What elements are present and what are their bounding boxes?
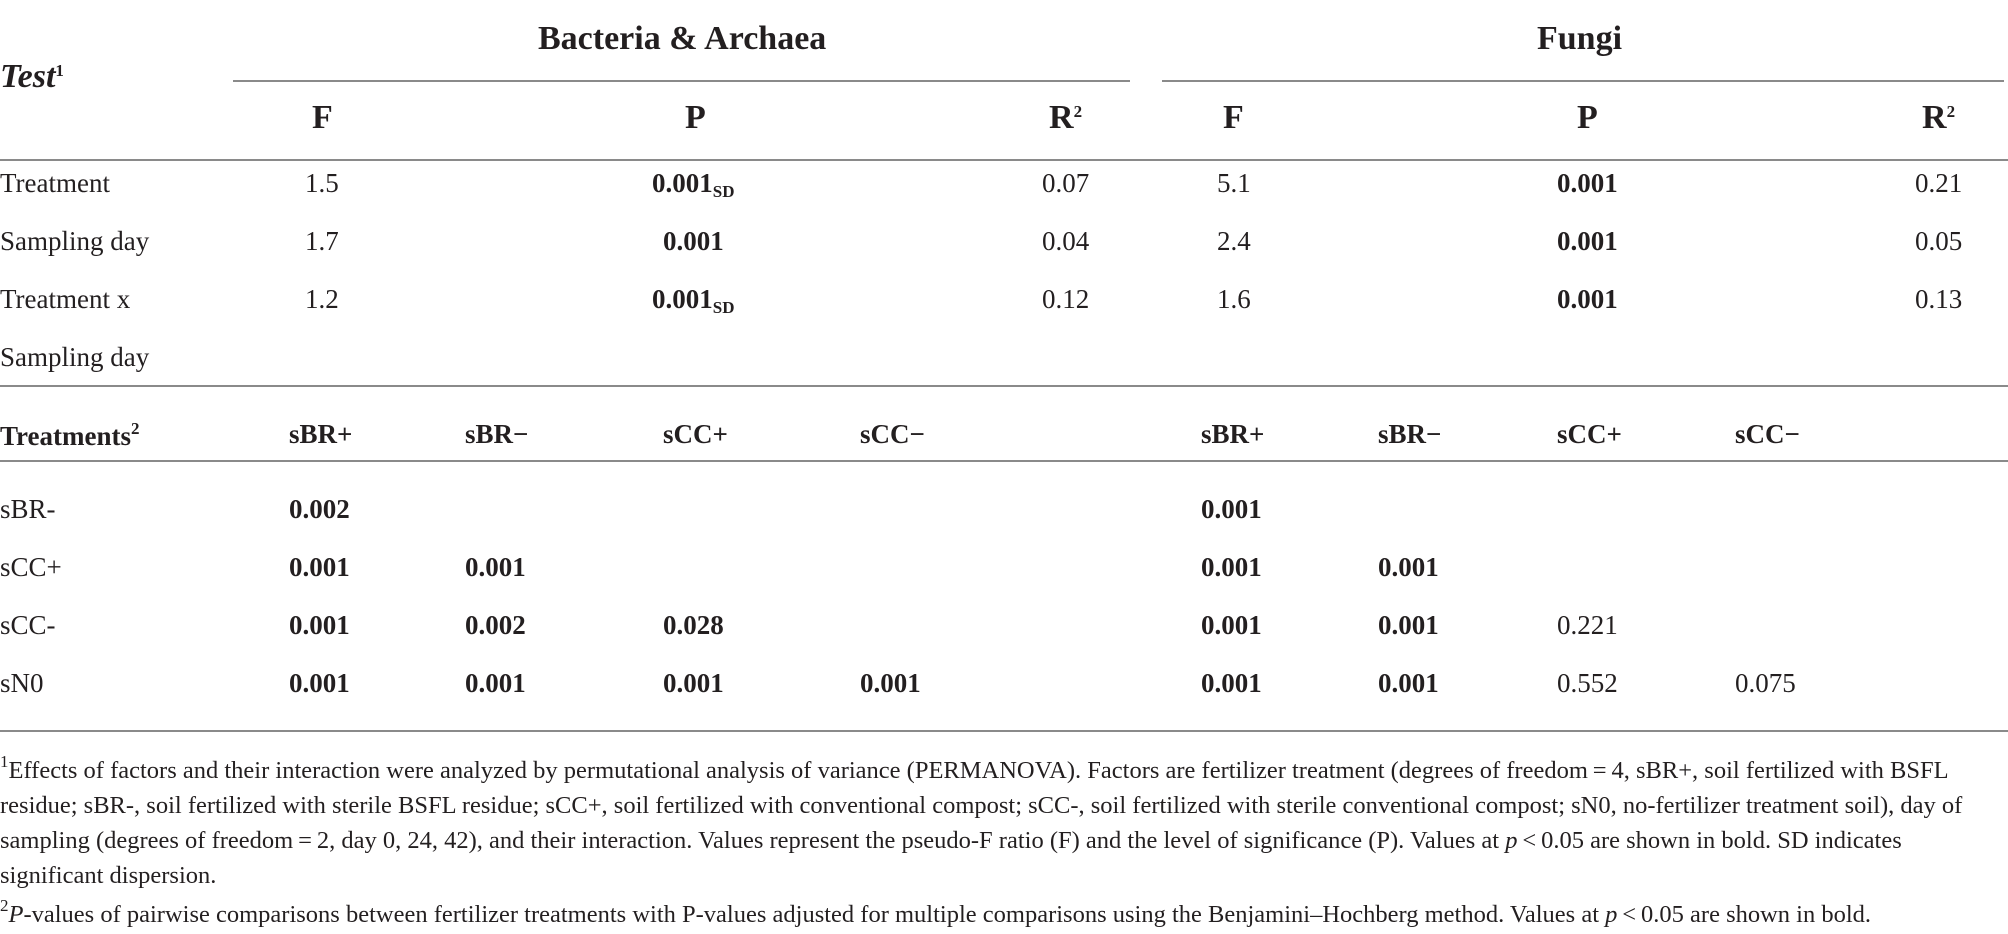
footnote-1: [0, 744, 2004, 893]
fungi-f-value: 2.4: [1217, 226, 1251, 256]
bacteria-r2-value: 0.12: [1042, 284, 1090, 314]
group-underline-bacteria: [233, 80, 1130, 82]
sd-marker: SD: [712, 182, 735, 201]
table-bottom-rule: [0, 730, 2008, 732]
pairwise-header-rule: [0, 460, 2008, 462]
test-label-text: Test: [0, 58, 56, 95]
pairwise-bacteria-value: 0.001: [465, 668, 526, 698]
footnote-1-text: Effects of factors and their interaction were analyzed by permutational analysis of variance (PERMANOVA). Factors are fertilizer treatment (degrees of freedom = 4, sBR+, soil fertilized with BSFL residue; sBR-, soil fertilized with sterile BSFL residue; sCC+, soil fertilized with conventional compost; sCC-, soil fertilized with sterile conventional compost; sN0, no-fertilizer treatment soil), day of sampling (degrees of freedom = 2, day 0, 24, 42), and their interaction. Values represent the pseudo-F ratio (F) and the level of significance (P). Values at: [0, 757, 1963, 854]
pairwise-fungi-value: 0.552: [1557, 668, 1618, 698]
pairwise-bacteria-value: 0.028: [663, 610, 724, 640]
col-bacteria-f: F: [312, 99, 333, 136]
test-label-sup: 1: [55, 61, 64, 80]
footnote-2: [0, 888, 2004, 932]
pairwise-fungi-value: 0.001: [1378, 552, 1439, 582]
pairwise-col-fungi-scc-minus: sCC−: [1735, 419, 1800, 449]
fungi-f-value: 1.6: [1217, 284, 1251, 314]
pairwise-fungi-value: 0.001: [1201, 668, 1262, 698]
col-fungi-f: F: [1223, 99, 1244, 136]
bacteria-r2-value: 0.07: [1042, 168, 1090, 198]
pairwise-col-fungi-sbr-plus: sBR+: [1201, 419, 1265, 449]
treatments-header-text: Treatments: [0, 421, 131, 451]
pairwise-row-label: sCC-: [0, 610, 56, 640]
col-fungi-r2-base: R: [1922, 99, 1947, 136]
pairwise-bacteria-value: 0.001: [289, 668, 350, 698]
fungi-p-value: 0.001: [1557, 226, 1618, 256]
col-bacteria-p: P: [685, 99, 706, 136]
fungi-r2-value: 0.21: [1915, 168, 1963, 198]
footnote-2-p: p: [1605, 901, 1618, 928]
pairwise-col-bacteria-sbr-plus: sBR+: [289, 419, 353, 449]
pairwise-row-label: sCC+: [0, 552, 62, 582]
footnote-2-text: -values of pairwise comparisons between fertilizer treatments with P-values adjusted for multiple comparisons using the Benjamini–Hochberg method. Values at: [23, 901, 1606, 928]
pairwise-bacteria-value: 0.001: [663, 668, 724, 698]
pairwise-col-bacteria-scc-minus: sCC−: [860, 419, 925, 449]
pairwise-fungi-value: 0.001: [1201, 610, 1262, 640]
col-fungi-r2-sup: 2: [1946, 102, 1956, 121]
bacteria-p-value: [652, 284, 734, 318]
pairwise-fungi-value: 0.001: [1378, 610, 1439, 640]
pairwise-fungi-value: 0.221: [1557, 610, 1618, 640]
bacteria-f-value: 1.2: [305, 284, 339, 314]
p-value-text: 0.001: [652, 168, 713, 198]
treatments-header: [0, 419, 139, 452]
group-header-bacteria: Bacteria & Archaea: [538, 20, 827, 57]
col-fungi-r2: [1922, 99, 1955, 137]
fungi-r2-value: 0.13: [1915, 284, 1963, 314]
table-row-label: Treatment: [0, 168, 110, 198]
footnote-2-tail: < 0.05 are shown in bold.: [1617, 901, 1872, 928]
pairwise-bacteria-value: 0.002: [289, 494, 350, 524]
footnote-1-marker: 1: [0, 752, 9, 771]
fungi-p-value: 0.001: [1557, 284, 1618, 314]
group-header-fungi: Fungi: [1537, 20, 1623, 57]
col-bacteria-r2: [1049, 99, 1082, 137]
footnote-1-p: p: [1505, 827, 1518, 854]
bacteria-f-value: 1.7: [305, 226, 339, 256]
pairwise-row-label: sBR-: [0, 494, 56, 524]
pairwise-col-bacteria-scc-plus: sCC+: [663, 419, 728, 449]
treatments-header-sup: 2: [130, 419, 140, 438]
col-bacteria-r2-base: R: [1049, 99, 1074, 136]
sd-marker: SD: [712, 298, 735, 317]
fungi-f-value: 5.1: [1217, 168, 1251, 198]
test-column-label: [0, 58, 64, 96]
pairwise-fungi-value: 0.075: [1735, 668, 1796, 698]
col-bacteria-r2-sup: 2: [1073, 102, 1083, 121]
pairwise-bacteria-value: 0.001: [289, 552, 350, 582]
table-row-label-continued: Sampling day: [0, 342, 150, 372]
table-row-label: Sampling day: [0, 226, 150, 256]
col-fungi-p: P: [1577, 99, 1598, 136]
table-row-label: Treatment x: [0, 284, 131, 314]
pairwise-bacteria-value: 0.002: [465, 610, 526, 640]
pairwise-bacteria-value: 0.001: [465, 552, 526, 582]
pairwise-bacteria-value: 0.001: [289, 610, 350, 640]
bacteria-f-value: 1.5: [305, 168, 339, 198]
pairwise-fungi-value: 0.001: [1378, 668, 1439, 698]
header-bottom-rule: [0, 159, 2008, 161]
bacteria-r2-value: 0.04: [1042, 226, 1090, 256]
footnote-2-p-italic: P: [8, 901, 24, 928]
bacteria-p-value: 0.001: [663, 226, 724, 256]
fungi-p-value: 0.001: [1557, 168, 1618, 198]
p-value-text: 0.001: [652, 284, 713, 314]
fungi-r2-value: 0.05: [1915, 226, 1963, 256]
pairwise-fungi-value: 0.001: [1201, 552, 1262, 582]
pairwise-row-label: sN0: [0, 668, 44, 698]
pairwise-col-fungi-scc-plus: sCC+: [1557, 419, 1622, 449]
bacteria-p-value: [652, 168, 734, 202]
footnote-2-marker: 2: [0, 896, 9, 915]
pairwise-bacteria-value: 0.001: [860, 668, 921, 698]
pairwise-fungi-value: 0.001: [1201, 494, 1262, 524]
footnote-1-tail: < 0.05 are shown in bold. SD indicates significant dispersion.: [0, 827, 1902, 889]
pairwise-col-fungi-sbr-minus: sBR−: [1378, 419, 1442, 449]
group-underline-fungi: [1162, 80, 2004, 82]
pairwise-col-bacteria-sbr-minus: sBR−: [465, 419, 529, 449]
section-divider-rule: [0, 385, 2008, 387]
